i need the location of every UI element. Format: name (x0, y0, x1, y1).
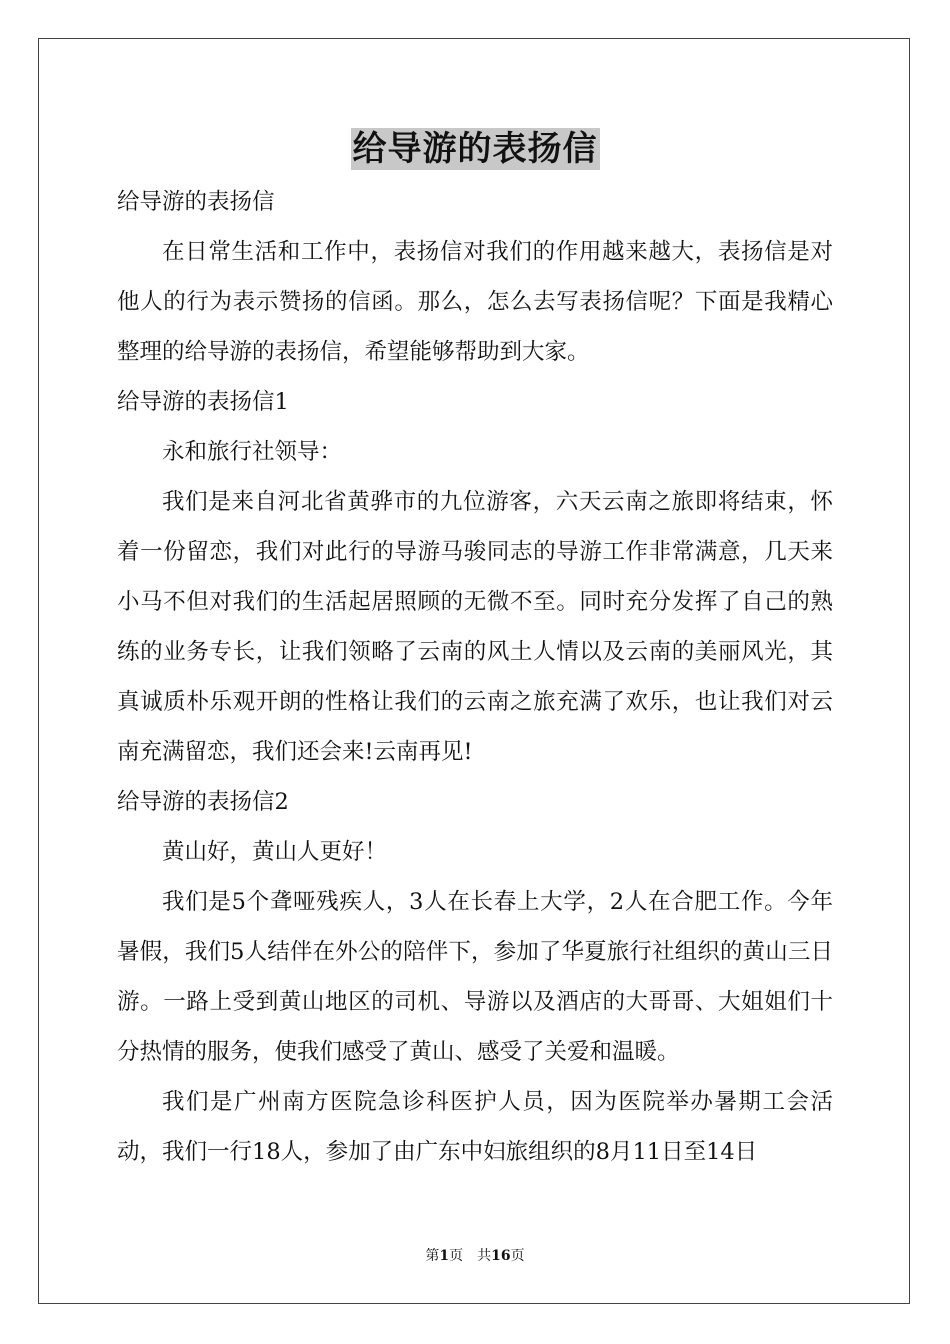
letter2-paragraph-2: 我们是广州南方医院急诊科医护人员，因为医院举办暑期工会活动，我们一行18人，参加了由广东中妇旅组织的8月11日至14日 (117, 1089, 833, 1165)
footer-prefix: 第 (425, 1248, 440, 1264)
document-body (117, 177, 833, 1177)
subtitle: 给导游的表扬信 (117, 189, 275, 215)
letter1-body: 我们是来自河北省黄骅市的九位游客，六天云南之旅即将结束，怀着一份留恋，我们对此行的导游马骏同志的导游工作非常满意，几天来小马不但对我们的生活起居照顾的无微不至。同时充分发挥了自己的熟练的业务专长，让我们领略了云南的风土人情以及云南的美丽风光，其真诚质朴乐观开朗的性格让我们的云南之旅充满了欢乐，也让我们对云南充满留恋，我们还会来!云南再见! (117, 489, 833, 765)
intro-paragraph: 在日常生活和工作中，表扬信对我们的作用越来越大，表扬信是对他人的行为表示赞扬的信函。那么，怎么去写表扬信呢？下面是我精心整理的给导游的表扬信，希望能够帮助到大家。 (117, 239, 833, 365)
document-title: 给导游的表扬信 (352, 129, 598, 169)
total-page-count: 16 (491, 1248, 511, 1264)
title-area (0, 128, 950, 170)
letter2-heading: 给导游的表扬信2 (117, 789, 289, 815)
current-page-number: 1 (439, 1248, 450, 1264)
footer-suffix: 页 (510, 1248, 525, 1264)
letter1-heading: 给导游的表扬信1 (117, 389, 289, 415)
letter1-salutation: 永和旅行社领导： (162, 439, 343, 465)
letter2-salutation: 黄山好，黄山人更好！ (162, 839, 388, 865)
footer-mid: 页 共 (449, 1248, 492, 1264)
letter2-paragraph-1: 我们是5个聋哑残疾人，3人在长春上大学，2人在合肥工作。今年暑假，我们5人结伴在外公的陪伴下，参加了华夏旅行社组织的黄山三日游。一路上受到黄山地区的司机、导游以及酒店的大哥哥、大姐姐们十分热情的服务，使我们感受了黄山、感受了关爱和温暖。 (117, 889, 833, 1065)
page-footer (0, 1246, 950, 1266)
